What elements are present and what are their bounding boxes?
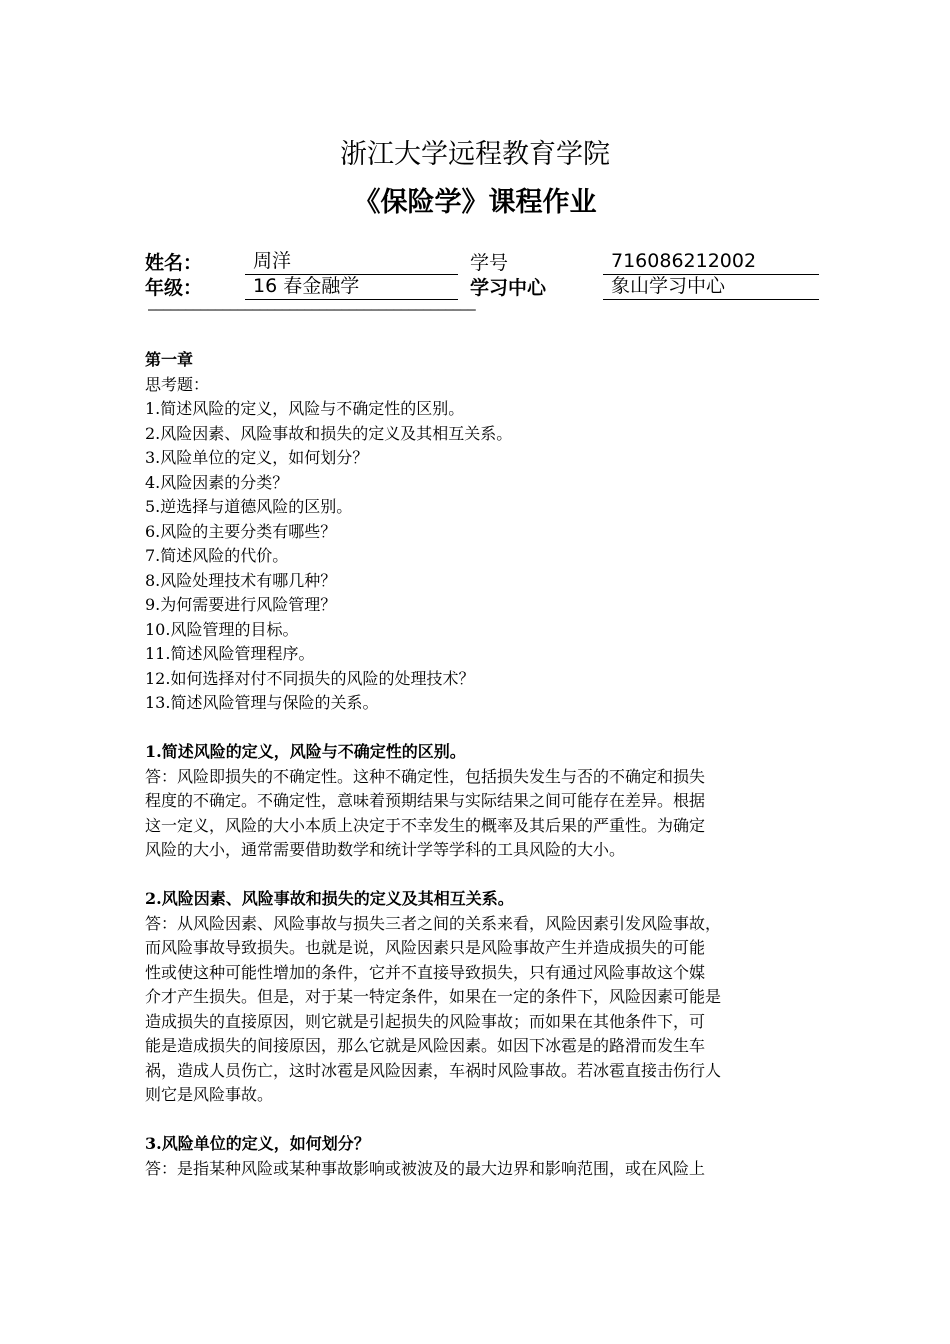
answer-line: 答：风险即损失的不确定性。这种不确定性，包括损失发生与否的不确定和损失 xyxy=(145,766,706,786)
answer-line: 能是造成损失的间接原因，那么它就是风险因素。如因下冰雹是的路滑而发生车 xyxy=(145,1036,706,1055)
question-item: 12.如何选择对付不同损失的风险的处理技术？ xyxy=(145,668,475,688)
answer-line: 风险的大小，通常需要借助数学和统计学等学科的工具风险的大小。 xyxy=(145,840,626,859)
question-item: 1.简述风险的定义，风险与不确定性的区别。 xyxy=(145,399,465,418)
answer-heading: 3.风险单位的定义，如何划分？ xyxy=(145,1134,370,1153)
answer-line: 答：从风险因素、风险事故与损失三者之间的关系来看，风险因素引发风险事故， xyxy=(145,913,722,933)
question-item: 3.风险单位的定义，如何划分？ xyxy=(145,448,369,467)
question-item: 2.风险因素、风险事故和损失的定义及其相互关系。 xyxy=(145,423,513,443)
answer-line: 祸，造成人员伤亡，这时冰雹是风险因素，车祸时风险事故。若冰雹直接击伤行人 xyxy=(145,1060,722,1080)
questions-label: 思考题： xyxy=(145,374,210,394)
course-title: 《保险学》课程作业 xyxy=(353,187,597,218)
name-label: 姓名： xyxy=(145,252,203,274)
question-item: 9.为何需要进行风险管理？ xyxy=(145,595,337,614)
question-item: 8.风险处理技术有哪几种？ xyxy=(145,570,337,590)
learning-center-label: 学习中心 xyxy=(470,277,547,299)
chapter-heading: 第一章 xyxy=(145,350,194,369)
main-content xyxy=(145,348,810,1181)
student-id-label: 学号 xyxy=(470,252,509,274)
learning-center-value: 象山学习中心 xyxy=(603,273,819,300)
institution-title: 浙江大学远程教育学院 xyxy=(340,139,610,170)
divider-line: ———————————————————————————————————————————— xyxy=(148,302,475,318)
grade-value: 16 春金融学 xyxy=(245,273,458,300)
answer-line: 介才产生损失。但是，对于某一特定条件，如果在一定的条件下，风险因素可能是 xyxy=(145,987,722,1006)
answer-line: 而风险事故导致损失。也就是说，风险因素只是风险事故产生并造成损失的可能 xyxy=(145,938,706,957)
answer-line: 则它是风险事故。 xyxy=(145,1085,274,1104)
question-item: 4.风险因素的分类？ xyxy=(145,472,289,492)
question-item: 10.风险管理的目标。 xyxy=(145,619,299,639)
answer-line: 这一定义，风险的大小本质上决定于不幸发生的概率及其后果的严重性。为确定 xyxy=(145,815,706,835)
name-value: 周洋 xyxy=(245,248,458,275)
question-item: 13.简述风险管理与保险的关系。 xyxy=(145,693,379,712)
question-item: 11.简述风险管理程序。 xyxy=(145,644,315,663)
answer-line: 造成损失的直接原因，则它就是引起损失的风险事故；而如果在其他条件下，可 xyxy=(145,1011,706,1031)
answer-line: 性或使这种可能性增加的条件，它并不直接导致损失，只有通过风险事故这个媒 xyxy=(145,962,706,982)
answer-line: 答：是指某种风险或某种事故影响或被波及的最大边界和影响范围，或在风险上 xyxy=(145,1158,706,1178)
question-item: 6.风险的主要分类有哪些？ xyxy=(145,521,337,541)
question-item: 5.逆选择与道德风险的区别。 xyxy=(145,497,353,516)
answer-heading: 1.简述风险的定义，风险与不确定性的区别。 xyxy=(145,742,466,761)
answer-line: 程度的不确定。不确定性，意味着预期结果与实际结果之间可能存在差异。根据 xyxy=(145,791,706,810)
grade-label: 年级： xyxy=(145,277,203,299)
student-id-value: 716086212002 xyxy=(603,248,819,275)
question-item: 7.简述风险的代价。 xyxy=(145,546,289,565)
answer-heading: 2.风险因素、风险事故和损失的定义及其相互关系。 xyxy=(145,889,514,908)
